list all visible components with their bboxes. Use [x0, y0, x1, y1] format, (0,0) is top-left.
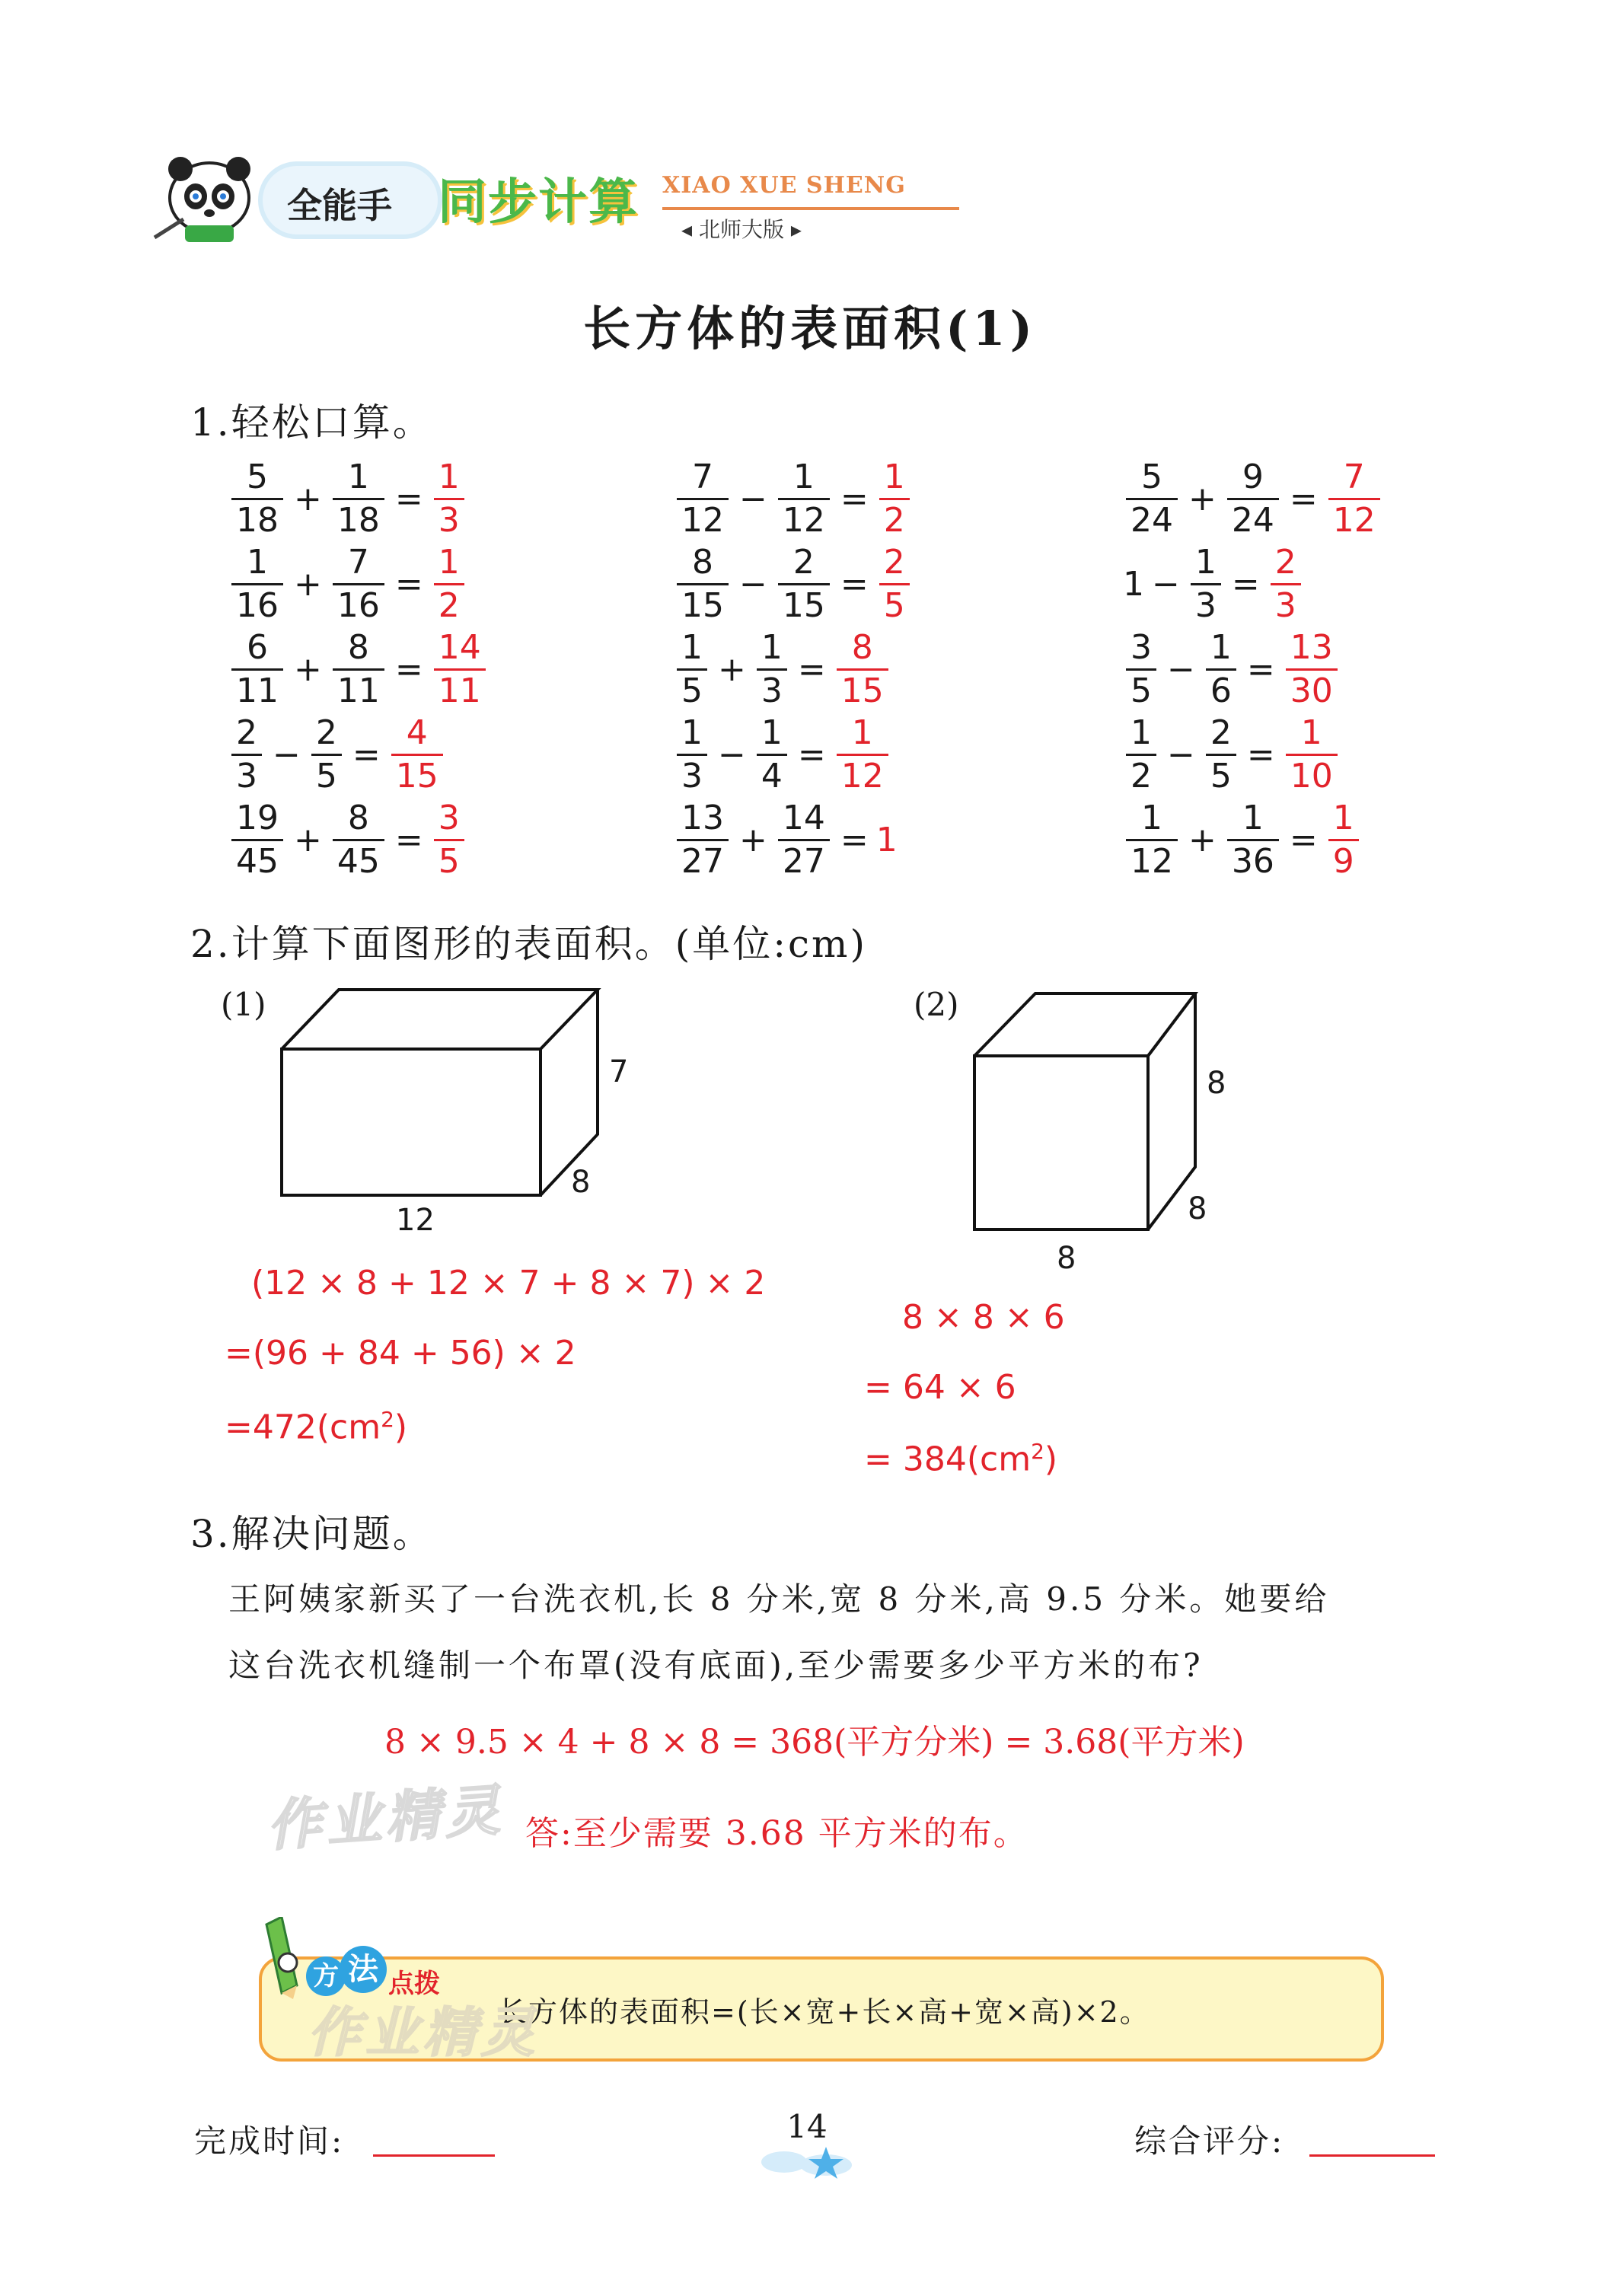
answer-numerator: 1 — [1286, 713, 1338, 756]
operand-a — [677, 713, 707, 797]
equals-sign: = — [394, 565, 423, 604]
operator: − — [739, 565, 767, 604]
operand-a-denominator: 18 — [236, 501, 279, 540]
equals-sign: = — [1289, 480, 1318, 518]
answer — [837, 713, 888, 797]
answer — [1328, 798, 1359, 882]
equals-sign: = — [1246, 650, 1275, 689]
operand-a-numerator: 13 — [677, 798, 729, 841]
operator: − — [718, 735, 746, 774]
operand-b — [1206, 713, 1236, 797]
operand-a — [1126, 627, 1156, 712]
operand-a-denominator: 2 — [1130, 757, 1152, 796]
operand-a-denominator: 16 — [236, 586, 279, 625]
operator: + — [739, 821, 767, 859]
operand-b-numerator: 1 — [1191, 542, 1221, 585]
panda-mascot-icon — [148, 152, 270, 244]
operand-b-denominator: 3 — [1194, 586, 1217, 625]
fig1-label: (1) — [221, 986, 266, 1023]
answer-numerator: 8 — [837, 627, 888, 671]
calc-problem — [674, 542, 913, 627]
calc-problem — [1123, 713, 1341, 797]
calc-problem — [1123, 457, 1383, 541]
operand-a-numerator: 8 — [677, 542, 729, 585]
operand-b-denominator: 6 — [1210, 671, 1232, 710]
operator: + — [294, 650, 322, 689]
answer-denominator: 2 — [883, 501, 905, 540]
answer — [1286, 627, 1338, 712]
operand-b — [1191, 542, 1221, 627]
operand-b-numerator: 1 — [757, 713, 787, 756]
tip-badge-circle1: 方 — [306, 1956, 346, 1996]
operand-b — [778, 542, 830, 627]
answer — [434, 542, 464, 627]
operand-a-numerator: 1 — [1126, 713, 1156, 756]
equals-sign: = — [394, 480, 423, 518]
operand-a-numerator: 6 — [231, 627, 283, 671]
section3-heading: 3.解决问题。 — [190, 1512, 433, 1556]
operand-a-denominator: 5 — [1130, 671, 1152, 710]
operand-b — [778, 798, 830, 882]
fig2-width: 8 — [1188, 1191, 1207, 1226]
equals-sign: = — [840, 565, 869, 604]
operator: − — [1167, 650, 1195, 689]
sol2-line3-main: = 384(cm — [864, 1440, 1032, 1479]
operand-a — [677, 542, 729, 627]
answer-denominator: 30 — [1290, 671, 1333, 710]
operand-b — [1227, 457, 1279, 541]
fig1-width: 8 — [571, 1165, 591, 1200]
operand-b — [333, 542, 384, 627]
operand-b-denominator: 5 — [315, 757, 337, 796]
overall-score — [1134, 2116, 1284, 2162]
operand-b-numerator: 2 — [778, 542, 830, 585]
section2-heading: 2.计算下面图形的表面积。(单位:cm) — [190, 922, 867, 966]
whole-number: 1 — [1123, 565, 1144, 604]
brand-label: 全能手 — [287, 185, 392, 226]
operand-b — [333, 627, 384, 712]
operand-a — [231, 627, 283, 712]
calc-problem — [228, 713, 446, 797]
sol1-close: ) — [394, 1408, 408, 1447]
answer-denominator: 3 — [1274, 586, 1296, 625]
operand-b-denominator: 27 — [782, 842, 825, 881]
operand-b-denominator: 36 — [1231, 842, 1274, 881]
problem-line2: 这台洗衣机缝制一个布罩(没有底面),至少需要多少平方米的布? — [228, 1647, 1204, 1684]
operator: + — [718, 650, 746, 689]
operand-a — [677, 627, 707, 712]
operand-a-numerator: 3 — [1126, 627, 1156, 671]
answer — [1328, 457, 1380, 541]
operand-a-denominator: 15 — [681, 586, 724, 625]
operand-b-denominator: 5 — [1210, 757, 1232, 796]
operand-b-numerator: 1 — [757, 627, 787, 671]
operand-b-denominator: 12 — [782, 501, 825, 540]
answer-denominator: 3 — [438, 501, 460, 540]
operator: − — [1152, 565, 1180, 604]
operator: − — [273, 735, 301, 774]
operand-b-denominator: 3 — [761, 671, 783, 710]
series-label: 同步计算 — [438, 174, 639, 231]
operand-b-denominator: 4 — [761, 757, 783, 796]
operand-a-numerator: 1 — [231, 542, 283, 585]
operand-a-numerator: 7 — [677, 457, 729, 500]
operand-b-numerator: 14 — [778, 798, 830, 841]
answer-denominator: 11 — [438, 671, 481, 710]
sol1-line1: (12 × 8 + 12 × 7 + 8 × 7) × 2 — [251, 1264, 766, 1303]
operand-a — [1126, 713, 1156, 797]
operand-a — [677, 457, 729, 541]
tip-badge-circle2: 法 — [340, 1946, 387, 1993]
operand-a — [231, 798, 283, 882]
edition-text: 北师大版 — [698, 217, 784, 242]
equals-sign: = — [797, 735, 826, 774]
calc-problem — [228, 457, 467, 541]
sol2-line3 — [864, 1439, 1057, 1479]
sol2-close: ) — [1044, 1440, 1058, 1479]
brand-cloud — [263, 166, 438, 234]
equals-sign: = — [840, 821, 869, 859]
answer — [1286, 713, 1338, 797]
operand-b-numerator: 1 — [1227, 798, 1279, 841]
answer-denominator: 15 — [395, 757, 438, 796]
equals-sign: = — [797, 650, 826, 689]
sol1-line3 — [225, 1407, 407, 1447]
time-label: 完成时间: — [194, 2122, 345, 2160]
operand-b-numerator: 8 — [333, 627, 384, 671]
operand-b — [311, 713, 342, 797]
operand-b — [1206, 627, 1236, 712]
answer-denominator: 12 — [1332, 501, 1376, 540]
answer-denominator: 12 — [840, 757, 884, 796]
operand-b-denominator: 15 — [782, 586, 825, 625]
answer-numerator: 1 — [837, 713, 888, 756]
operand-a-numerator: 2 — [231, 713, 262, 756]
operand-a-denominator: 27 — [681, 842, 724, 881]
operand-a-numerator: 1 — [677, 713, 707, 756]
header-rule — [662, 207, 959, 210]
time-blank[interactable] — [373, 2154, 495, 2157]
tip-text: 长方体的表面积=(长×宽+长×高+宽×高)×2。 — [498, 1995, 1150, 2029]
answer-numerator: 4 — [391, 713, 443, 756]
sol1-line2: =(96 + 84 + 56) × 2 — [225, 1334, 576, 1373]
answer-numerator: 13 — [1286, 627, 1338, 671]
problem-work: 8 × 9.5 × 4 + 8 × 8 = 368(平方分米) = 3.68(平方米) — [384, 1723, 1245, 1762]
operand-b — [757, 627, 787, 712]
sol1-exponent: 2 — [381, 1407, 394, 1432]
operand-a-denominator: 24 — [1130, 501, 1173, 540]
operator: + — [294, 480, 322, 518]
tip-badge-label: 点拨 — [388, 1969, 440, 1999]
operand-a-denominator: 5 — [681, 671, 703, 710]
operand-b-denominator: 11 — [336, 671, 380, 710]
star-cloud-icon — [754, 2139, 860, 2185]
answer-numerator: 1 — [879, 457, 910, 500]
operand-a — [231, 713, 262, 797]
pencil-icon — [251, 1917, 312, 2001]
section1-heading: 1.轻松口算。 — [190, 400, 433, 445]
operand-a-numerator: 1 — [1126, 798, 1178, 841]
answer-numerator: 7 — [1328, 457, 1380, 500]
operator: + — [294, 821, 322, 859]
operand-b-numerator: 7 — [333, 542, 384, 585]
page-number-text: 14 — [786, 2108, 828, 2145]
sol2-line1: 8 × 8 × 6 — [902, 1298, 1065, 1337]
operand-a — [231, 542, 283, 627]
fig2-height: 8 — [1207, 1066, 1226, 1101]
equals-sign: = — [352, 735, 381, 774]
operand-a — [231, 457, 283, 541]
calc-problem — [674, 457, 913, 541]
answer — [837, 627, 888, 712]
sol1-line3-main: =472(cm — [225, 1408, 381, 1447]
operand-b-denominator: 16 — [336, 586, 380, 625]
operand-b-denominator: 45 — [336, 842, 380, 881]
cube-figure — [967, 986, 1203, 1237]
operand-b — [1227, 798, 1279, 882]
completion-time — [194, 2116, 344, 2162]
answer-denominator: 5 — [438, 842, 460, 881]
answer-numerator: 2 — [879, 542, 910, 585]
answer — [434, 798, 464, 882]
equals-sign: = — [1231, 565, 1260, 604]
score-label: 综合评分: — [1134, 2122, 1285, 2160]
edition-label: ◂ 北师大版 ▸ — [681, 217, 802, 242]
answer — [879, 542, 910, 627]
watermark-lower: 作业精灵 — [308, 2001, 539, 2064]
operator: + — [1188, 821, 1217, 859]
calc-problem — [674, 713, 891, 797]
equals-sign: = — [394, 821, 423, 859]
answer-denominator: 2 — [438, 586, 460, 625]
equals-sign: = — [394, 650, 423, 689]
fig1-length: 12 — [396, 1203, 435, 1238]
score-blank[interactable] — [1309, 2154, 1435, 2157]
calc-problem — [228, 627, 489, 712]
operand-b — [333, 457, 384, 541]
operand-b-denominator: 18 — [336, 501, 380, 540]
answer-whole: 1 — [875, 821, 898, 859]
answer-numerator: 1 — [434, 457, 464, 500]
operand-a-denominator: 12 — [1130, 842, 1173, 881]
answer-denominator: 10 — [1290, 757, 1333, 796]
page-title: 长方体的表面积(1) — [583, 301, 1037, 356]
fig1-height: 7 — [609, 1054, 629, 1089]
answer — [434, 457, 464, 541]
answer-denominator: 5 — [883, 586, 905, 625]
calc-problem — [228, 798, 467, 882]
operand-b-numerator: 9 — [1227, 457, 1279, 500]
pinyin-label: XIAO XUE SHENG — [662, 172, 906, 199]
answer-numerator: 2 — [1271, 542, 1301, 585]
operand-a-denominator: 11 — [236, 671, 279, 710]
operand-a — [1126, 457, 1178, 541]
operand-b-numerator: 2 — [1206, 713, 1236, 756]
answer — [391, 713, 443, 797]
answer — [1271, 542, 1301, 627]
operand-a-numerator: 19 — [231, 798, 283, 841]
header — [148, 145, 955, 251]
calc-problem — [1123, 542, 1304, 627]
calc-problem — [674, 627, 891, 712]
operand-b — [757, 713, 787, 797]
operand-b-numerator: 1 — [778, 457, 830, 500]
operand-b — [333, 798, 384, 882]
problem-answer: 答:至少需要 3.68 平方米的布。 — [525, 1814, 1028, 1853]
problem-line1: 王阿姨家新买了一台洗衣机,长 8 分米,宽 8 分米,高 9.5 分米。她要给 — [228, 1580, 1330, 1618]
operand-a-numerator: 1 — [677, 627, 707, 671]
answer — [434, 627, 486, 712]
equals-sign: = — [1289, 821, 1318, 859]
operand-a — [1126, 798, 1178, 882]
operand-a — [677, 798, 729, 882]
fig2-label: (2) — [914, 986, 959, 1023]
operator: − — [739, 480, 767, 518]
answer-numerator: 1 — [1328, 798, 1359, 841]
operator: − — [1167, 735, 1195, 774]
operand-a-denominator: 3 — [236, 757, 257, 796]
calc-problem — [674, 798, 898, 882]
watermark-upper: 作业精灵 — [264, 1777, 506, 1858]
operand-b-denominator: 24 — [1231, 501, 1274, 540]
operand-b — [778, 457, 830, 541]
equals-sign: = — [1246, 735, 1275, 774]
answer — [879, 457, 910, 541]
operator: + — [294, 565, 322, 604]
cuboid-figure — [274, 982, 609, 1203]
answer-denominator: 15 — [840, 671, 884, 710]
fig2-length: 8 — [1057, 1241, 1076, 1276]
operand-a-denominator: 12 — [681, 501, 724, 540]
answer-denominator: 9 — [1332, 842, 1354, 881]
sol2-exponent: 2 — [1031, 1439, 1044, 1464]
operator: + — [1188, 480, 1217, 518]
operand-b-numerator: 1 — [333, 457, 384, 500]
answer-numerator: 3 — [434, 798, 464, 841]
equals-sign: = — [840, 480, 869, 518]
operand-a-numerator: 5 — [1126, 457, 1178, 500]
tip-badge — [251, 1917, 449, 2001]
operand-a-denominator: 45 — [236, 842, 279, 881]
answer-numerator: 1 — [434, 542, 464, 585]
calc-problem — [228, 542, 467, 627]
operand-a-numerator: 5 — [231, 457, 283, 500]
answer-numerator: 14 — [434, 627, 486, 671]
operand-a-denominator: 3 — [681, 757, 703, 796]
calc-problem — [1123, 798, 1362, 882]
operand-b-numerator: 2 — [311, 713, 342, 756]
page-number — [754, 2105, 860, 2189]
operand-b-numerator: 8 — [333, 798, 384, 841]
operand-b-numerator: 1 — [1206, 627, 1236, 671]
calc-problem — [1123, 627, 1341, 712]
sol2-line2: = 64 × 6 — [864, 1368, 1016, 1407]
